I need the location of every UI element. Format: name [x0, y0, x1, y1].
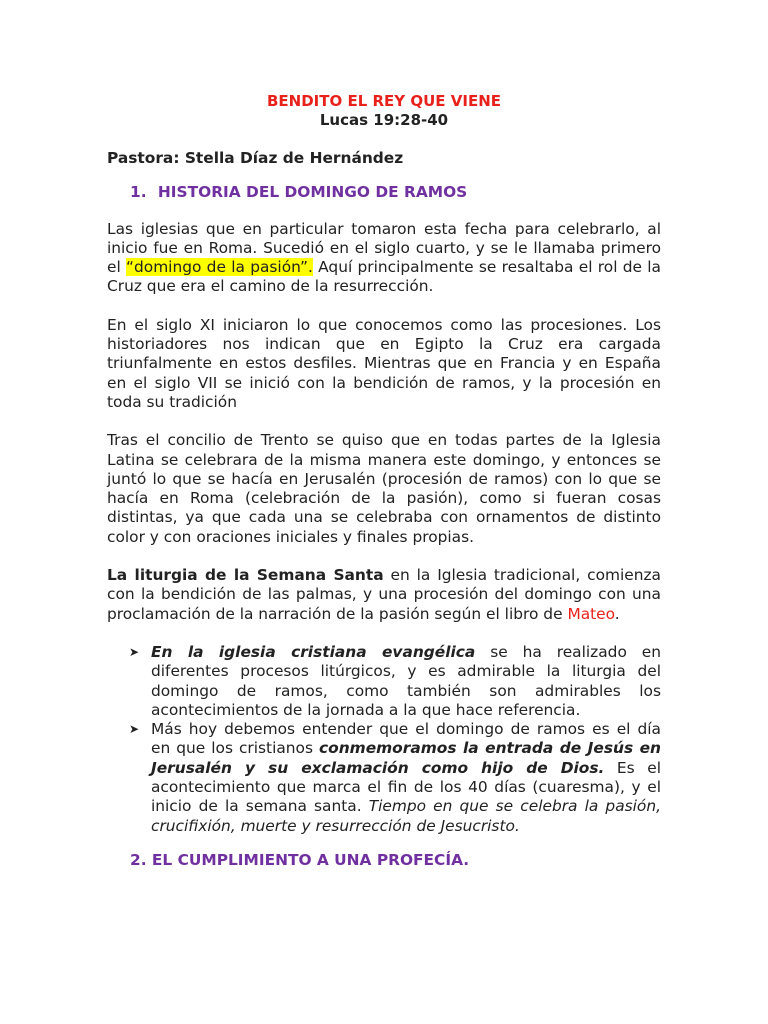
list-item-text: Más hoy debemos entender que el domingo de ramos es el día en que los cristianos — [151, 720, 661, 758]
paragraph-text: Las iglesias que en particular tomaron esta fecha para celebrarlo, al inicio fue en Roma. Sucedió en el siglo cuarto, y se le llamaba primero el — [107, 219, 661, 277]
bold-text: La liturgia de la Semana Santa — [107, 566, 384, 585]
section-heading-1 — [130, 183, 661, 202]
red-text: Mateo — [567, 604, 615, 623]
paragraph-4 — [107, 566, 661, 624]
section-title: HISTORIA DEL DOMINGO DE RAMOS — [157, 183, 468, 202]
paragraph-text: Aquí principalmente se resaltaba el rol de la Cruz que era el camino de la resurrección. — [107, 258, 661, 296]
document-title: BENDITO EL REY QUE VIENE — [266, 92, 502, 110]
list-item — [107, 643, 661, 720]
paragraph-text: . — [614, 604, 620, 623]
author-line: Pastora: Stella Díaz de Hernández — [107, 149, 404, 167]
section-heading-2 — [130, 851, 661, 870]
scripture-reference: Lucas 19:28-40 — [319, 111, 449, 129]
section-number: 2. — [130, 850, 147, 869]
section-title: EL CUMPLIMIENTO A UNA PROFECÍA. — [151, 850, 470, 869]
italic-text: Tiempo en que se celebra la pasión, crucifixión, muerte y resurrección de Jesucristo. — [151, 797, 661, 835]
arrow-right-icon: ➤ — [129, 722, 140, 737]
list-item-text: se ha realizado en diferentes procesos litúrgicos, y es admirable la liturgia del domingo de ramos, como también son admirables los acontecimientos de la jornada a la que hace referencia. — [151, 642, 661, 719]
paragraph-2: En el siglo XI iniciaron lo que conocemos como las procesiones. Los historiadores nos indican que en Egipto la Cruz era cargada triunfalmente en estos desfiles. Mientras que en Francia y en España en el siglo VII se inició con la bendición de ramos, y la procesión en toda su tradición — [107, 315, 661, 411]
arrow-right-icon: ➤ — [129, 644, 140, 659]
list-item-text: Es el acontecimiento que marca el fin de los 40 días (cuaresma), y el inicio de la semana santa. — [151, 758, 661, 816]
paragraph-1 — [107, 220, 661, 297]
bullet-list — [107, 643, 661, 836]
paragraph-3: Tras el concilio de Trento se quiso que en todas partes de la Iglesia Latina se celebrara de la misma manera este domingo, y entonces se juntó lo que se hacía en Jerusalén (procesión de ramos) con lo que se hacía en Roma (celebración de la pasión), como si fueran cosas distintas, ya que cada una se celebraba con ornamentos de distinto color y con oraciones iniciales y finales propias. — [107, 431, 661, 546]
highlighted-text: “domingo de la pasión”. — [126, 258, 313, 277]
bold-italic-text: En la iglesia cristiana evangélica — [151, 642, 476, 661]
section-number: 1. — [130, 183, 147, 202]
bold-italic-text: conmemoramos la entrada de Jesús en Jerusalén y su exclamación como hijo de Dios. — [151, 739, 661, 777]
document-page — [107, 92, 661, 870]
list-item — [107, 720, 661, 836]
paragraph-text: en la Iglesia tradicional, comienza con la bendición de las palmas, y una procesión del domingo con una proclamación de la narración de la pasión según el libro de — [107, 566, 661, 623]
